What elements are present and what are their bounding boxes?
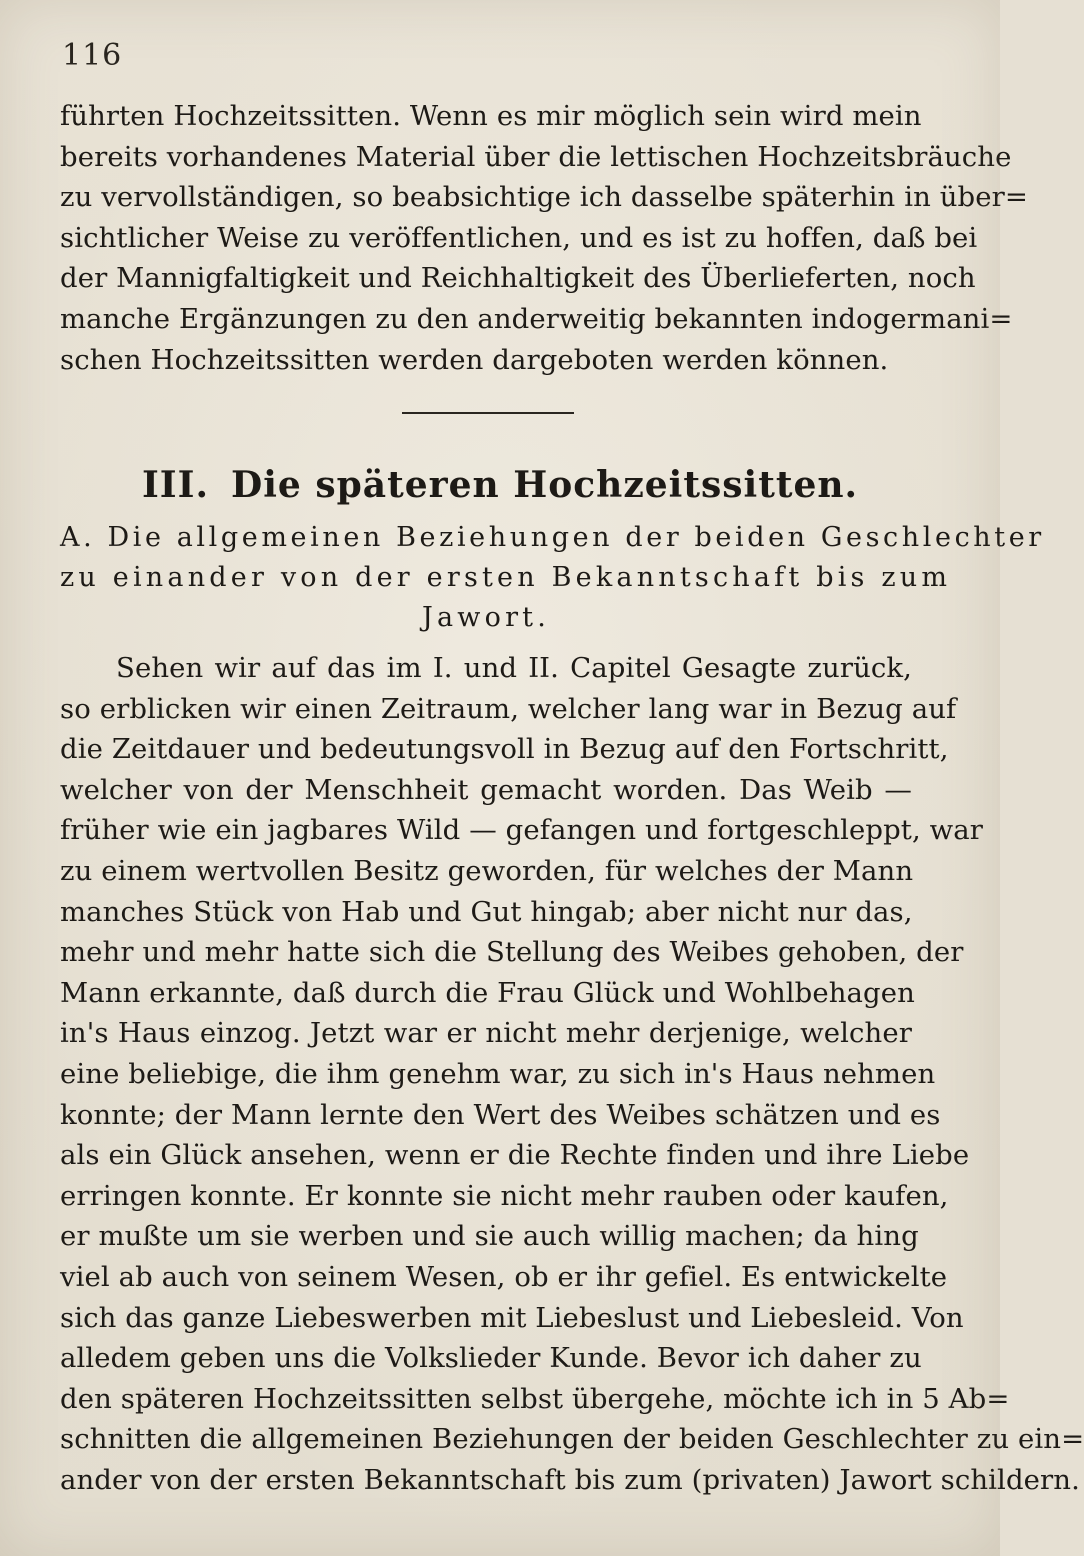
text-line: alledem geben uns die Volkslieder Kunde. Bevor ich daher zu — [60, 1342, 922, 1375]
text-line: manches Stück von Hab und Gut hingab; aber nicht nur das, — [60, 895, 913, 928]
subheading-line: A. Die allgemeinen Beziehungen der beiden Geschlechter — [60, 522, 1045, 553]
subheading-line: zu einander von der ersten Bekanntschaft bis zum — [60, 562, 952, 593]
section-divider-rule — [402, 412, 574, 414]
section-title — [0, 464, 1000, 506]
subheading-line: Jawort. — [421, 602, 551, 633]
text-line: schen Hochzeitssitten werden dargeboten werden können. — [60, 343, 889, 376]
text-line: erringen konnte. Er konnte sie nicht mehr rauben oder kaufen, — [60, 1179, 949, 1212]
text-line: mehr und mehr hatte sich die Stellung des Weibes gehoben, der — [60, 936, 964, 969]
text-line: als ein Glück ansehen, wenn er die Rechte finden und ihre Liebe — [60, 1139, 970, 1172]
text-line: ander von der ersten Bekanntschaft bis zum (privaten) Jawort schildern. — [60, 1463, 1080, 1496]
text-line: er mußte um sie werben und sie auch willig machen; da hing — [60, 1220, 919, 1253]
subsection-heading — [60, 518, 1045, 638]
body-paragraph — [60, 648, 1084, 1500]
text-line: bereits vorhandenes Material über die lettischen Hochzeitsbräuche — [60, 140, 1012, 173]
text-line: sichtlicher Weise zu veröffentlichen, und es ist zu hoffen, daß bei — [60, 221, 978, 254]
text-line: schnitten die allgemeinen Beziehungen der beiden Geschlechter zu ein= — [60, 1423, 1084, 1456]
section-numeral: III. — [141, 464, 209, 506]
page-number: 116 — [62, 38, 123, 73]
text-line: welcher von der Menschheit gemacht worden. Das Weib — — [60, 773, 912, 806]
text-line: zu einem wertvollen Besitz geworden, für welches der Mann — [60, 854, 914, 887]
text-line: in's Haus einzog. Jetzt war er nicht mehr derjenige, welcher — [60, 1017, 912, 1050]
text-line: der Mannigfaltigkeit und Reichhaltigkeit des Überlieferten, noch — [60, 262, 976, 295]
text-line: führten Hochzeitssitten. Wenn es mir möglich sein wird mein — [60, 100, 922, 132]
text-line: die Zeitdauer und bedeutungsvoll in Bezug auf den Fortschritt, — [60, 733, 949, 766]
text-line: sich das ganze Liebeswerben mit Liebeslust und Liebesleid. Von — [60, 1301, 964, 1334]
intro-paragraph — [60, 96, 1029, 380]
text-line: zu vervollständigen, so beabsichtige ich dasselbe späterhin in über= — [60, 181, 1029, 214]
section-title-text: Die späteren Hochzeitssitten. — [231, 464, 859, 506]
text-line: eine beliebige, die ihm genehm war, zu sich in's Haus nehmen — [60, 1057, 936, 1090]
text-line: Mann erkannte, daß durch die Frau Glück und Wohlbehagen — [60, 976, 915, 1009]
text-line: den späteren Hochzeitssitten selbst übergehe, möchte ich in 5 Ab= — [60, 1382, 1010, 1415]
text-line: so erblicken wir einen Zeitraum, welcher lang war in Bezug auf — [60, 692, 957, 725]
text-line: manche Ergänzungen zu den anderweitig bekannten indogermani= — [60, 302, 1013, 335]
text-line: früher wie ein jagbares Wild — gefangen und fortgeschleppt, war — [60, 814, 984, 847]
text-line: Sehen wir auf das im I. und II. Capitel Gesagte zurück, — [116, 652, 912, 684]
text-line: konnte; der Mann lernte den Wert des Weibes schätzen und es — [60, 1098, 941, 1131]
text-line: viel ab auch von seinem Wesen, ob er ihr gefiel. Es entwickelte — [60, 1260, 948, 1293]
